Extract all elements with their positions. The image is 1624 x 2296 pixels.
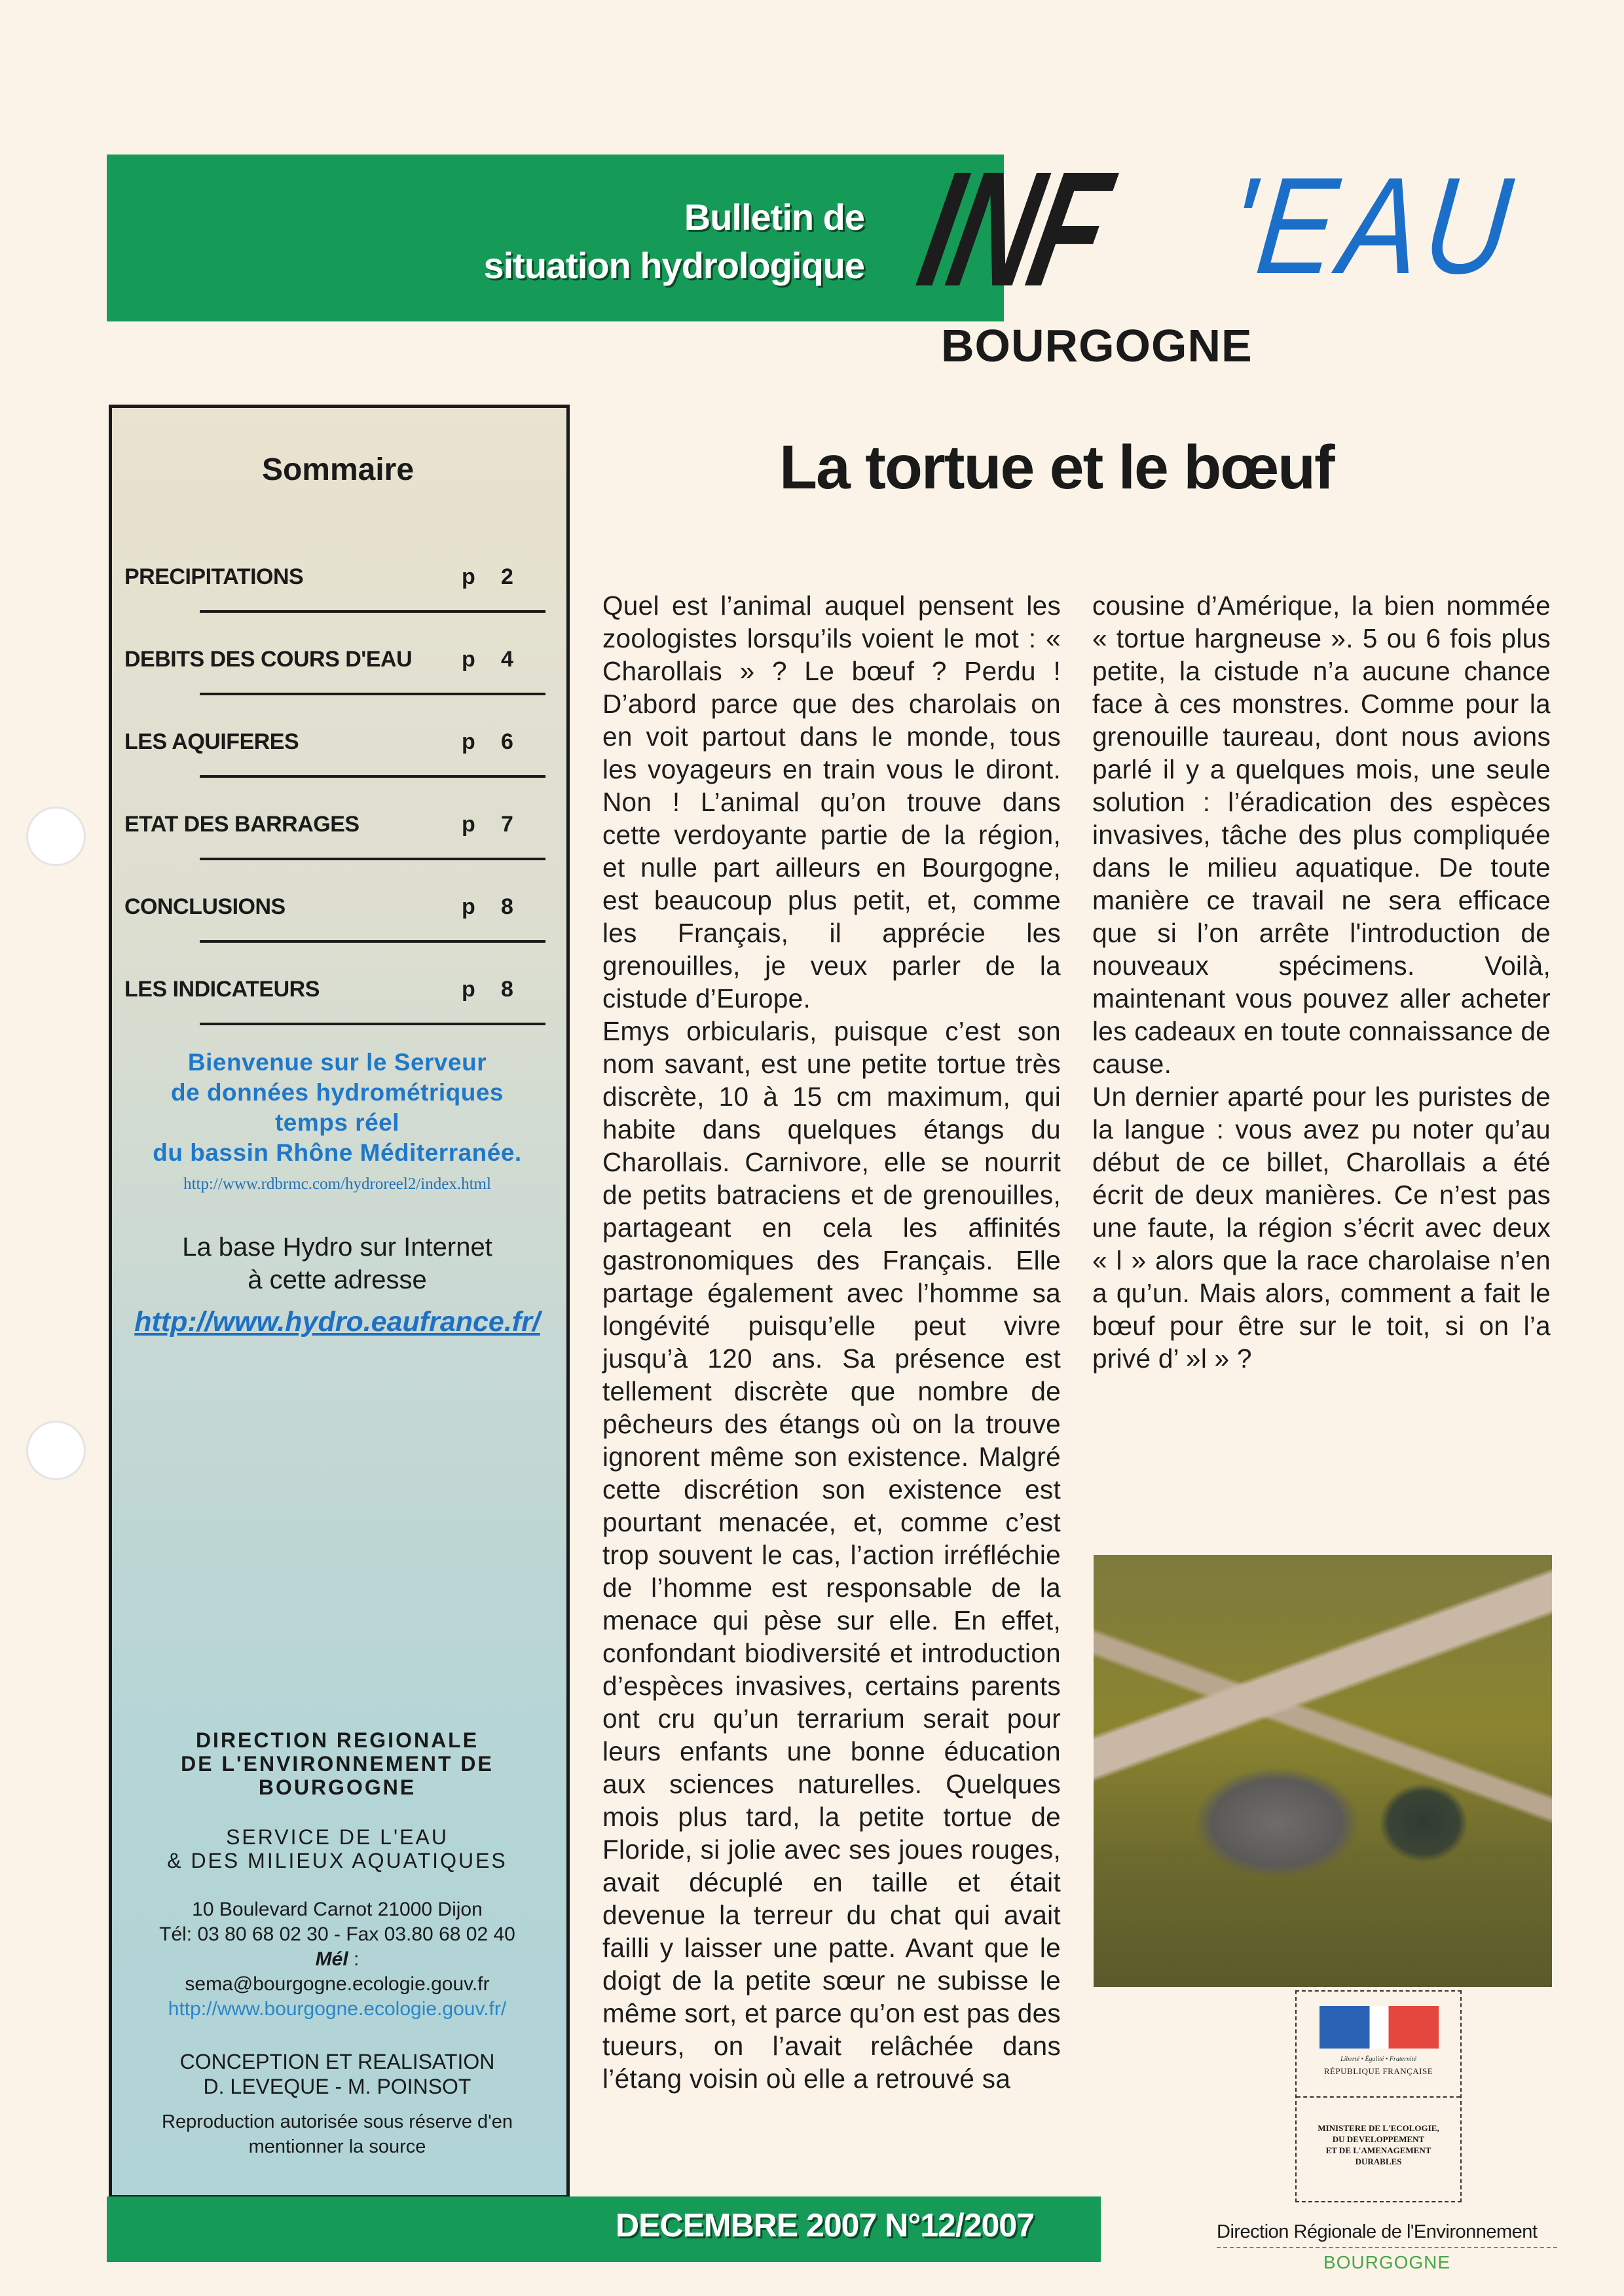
organization-block bbox=[124, 1728, 550, 2022]
toc-item-indicateurs[interactable] bbox=[124, 977, 550, 1016]
server-line: du bassin Rhône Méditerranée. bbox=[153, 1139, 522, 1166]
toc-label: LES AQUIFERES bbox=[124, 729, 299, 754]
bulletin-title-line1: Bulletin de bbox=[684, 196, 864, 238]
toc-page-number: 7 bbox=[501, 812, 513, 837]
article-paragraph: cousine d’Amérique, la bien nommée « tortue hargneuse ». 5 ou 6 fois plus petite, la cistude n’a aucune chance face à ces monstres. Comme pour la grenouille taureau, dont nous avions parlé il y a quelques mois, une seule solution : l’éradication des espèces invasives, tâche des plus compliquée dans le milieu aquatique. De toute manière ce travail ne sera efficace que si l’on arrête l'introduction de nouveaux spécimens. Voilà, maintenant vous pouvez aller acheter les cadeaux en toute connaissance de cause. bbox=[1092, 591, 1551, 1079]
server-url-link[interactable]: http://www.rdbrmc.com/hydroreel2/index.html bbox=[183, 1175, 491, 1193]
credits-authors: D. LEVEQUE - M. POINSOT bbox=[203, 2075, 471, 2098]
toc-label: DEBITS DES COURS D'EAU bbox=[124, 647, 413, 672]
ministry-line: ET DE L'AMENAGEMENT bbox=[1325, 2145, 1431, 2155]
repro-line: mentionner la source bbox=[248, 2136, 426, 2157]
org-email-link[interactable]: sema@bourgogne.ecologie.gouv.fr bbox=[185, 1973, 490, 1995]
ministry-name bbox=[1302, 2123, 1455, 2167]
toc-item-barrages[interactable] bbox=[124, 812, 550, 851]
article-paragraph: Un dernier aparté pour les puristes de la langue : vous avez pu noter qu’au début de ce billet, Charollais a été écrit de deux manières. Ce n’est pas une faute, la région s’écrit avec deux « l » alors que la race charolaise n’en a qu’un. Mais alors, comment a fait le bœuf pour être sur le toit, si on l’a privé d’ »l » ? bbox=[1092, 1082, 1551, 1374]
toc-divider bbox=[200, 610, 545, 613]
logo-region: BOURGOGNE bbox=[941, 320, 1253, 371]
toc-page-number: 8 bbox=[501, 894, 513, 919]
article-column-2 bbox=[1092, 589, 1551, 1375]
server-line: de données hydrométriques bbox=[171, 1079, 504, 1106]
toc-label: LES INDICATEURS bbox=[124, 977, 320, 1002]
article-paragraph: Emys orbicularis, puisque c’est son nom savant, est une petite tortue très discrète, 10 à 15 cm maximum, qui habite dans quelques étangs du Charollais. Carnivore, elle se nourrit de petits batraciens et de grenouilles, partageant en cela les affinités gastronomiques des Français. Elle partage également avec l’homme sa longévité puisqu’elle peut vivre jusqu’à 120 ans. Sa présence est tellement discrète que nombre de pêcheurs des étangs où on la trouve ignorent même son existence. Malgré cette discrétion son existence est pourtant menacée, et, comme c’est trop souvent le cas, l’action irréfléchie de l’homme est responsable de la menace qui pèse sur elle. En effet, confondant biodiversité et introduction d’espèces invasives, certains parents ont cru qu’un terrarium serait pour leurs enfants une bonne éducation aux sciences naturelles. Quelques mois plus tard, la petite tortue de Floride, si jolie avec ses joues rouges, avait décuplé en taille et était devenue la terreur du chat qui avait failli y laisser une patte. Avant que le doigt de la petite sœur ne subisse le même sort, et parce qu’on est pas des tueurs, on l’avait relâchée dans l’étang voisin où elle a retrouvé sa bbox=[602, 1016, 1061, 2094]
repro-line: Reproduction autorisée sous réserve d'en bbox=[162, 2111, 513, 2132]
marianne-flag-icon bbox=[1320, 2006, 1439, 2049]
hydro-label-line1: La base Hydro sur Internet bbox=[182, 1233, 492, 1262]
punch-hole-top bbox=[26, 807, 86, 866]
toc-page-prefix: p bbox=[462, 977, 475, 1002]
republic-name: RÉPUBLIQUE FRANÇAISE bbox=[1323, 2066, 1433, 2076]
hydro-label-line2: à cette adresse bbox=[248, 1266, 427, 1294]
ministry-line: MINISTERE DE L'ECOLOGIE, bbox=[1318, 2123, 1439, 2133]
mel-colon: : bbox=[348, 1948, 360, 1970]
toc-page-prefix: p bbox=[462, 647, 475, 672]
org-mel-label bbox=[124, 1947, 550, 1972]
article-column-1 bbox=[602, 589, 1061, 2095]
diren-divider bbox=[1217, 2247, 1557, 2248]
org-contact bbox=[124, 1897, 550, 2022]
bulletin-title-line2: situation hydrologique bbox=[483, 245, 864, 286]
punch-hole-bottom bbox=[26, 1421, 86, 1480]
toc-page-number: 2 bbox=[501, 564, 513, 589]
article-paragraph: Quel est l’animal auquel pensent les zoologistes lorsqu’ils voient le mot : « Charollais » ? Le bœuf ? Perdu ! D’abord parce que des charolais on en voit partout dans le monde, tous les voyageurs en train vous le diront. Non ! L’animal qu’on trouve dans cette verdoyante partie de la région, et nulle part ailleurs en Bourgogne, est beaucoup plus petit, et, comme les Français, il apprécie les grenouilles, je veux parler de la cistude d’Europe. bbox=[602, 591, 1061, 1013]
hydro-label bbox=[124, 1231, 550, 1296]
ministry-line: DURABLES bbox=[1355, 2157, 1402, 2166]
article-title: La tortue et le bœuf bbox=[779, 433, 1334, 502]
bulletin-title bbox=[367, 193, 864, 290]
org-name-line: BOURGOGNE bbox=[258, 1776, 416, 1799]
toc-label: PRECIPITATIONS bbox=[124, 564, 304, 589]
org-name bbox=[124, 1728, 550, 1799]
hydro-url-link[interactable]: http://www.hydro.eaufrance.fr/ bbox=[134, 1306, 540, 1338]
toc-page-number: 8 bbox=[501, 977, 513, 1002]
issue-date: DECEMBRE 2007 N°12/2007 bbox=[616, 2207, 1034, 2244]
credits-block bbox=[124, 2049, 550, 2159]
toc-page-prefix: p bbox=[462, 564, 475, 589]
org-name-line: DE L'ENVIRONNEMENT DE bbox=[181, 1752, 494, 1776]
org-address: 10 Boulevard Carnot 21000 Dijon bbox=[192, 1899, 483, 1920]
credits-line: CONCEPTION ET REALISATION bbox=[179, 2050, 495, 2073]
logo-eau: 'EAU bbox=[1222, 149, 1524, 302]
org-service-line: SERVICE DE L'EAU bbox=[226, 1825, 449, 1849]
toc-item-debits[interactable] bbox=[124, 647, 550, 686]
server-announcement bbox=[124, 1048, 550, 1168]
toc-page-number: 4 bbox=[501, 647, 513, 672]
toc-divider bbox=[200, 940, 545, 943]
org-website-link[interactable]: http://www.bourgogne.ecologie.gouv.fr/ bbox=[168, 1998, 507, 2020]
toc-divider bbox=[200, 1023, 545, 1025]
toc-item-conclusions[interactable] bbox=[124, 894, 550, 934]
toc-divider bbox=[200, 693, 545, 695]
diren-label: Direction Régionale de l'Environnement bbox=[1217, 2221, 1538, 2242]
mel-label: Mél bbox=[315, 1948, 348, 1970]
toc-page-prefix: p bbox=[462, 812, 475, 837]
org-service-line: & DES MILIEUX AQUATIQUES bbox=[167, 1849, 507, 1872]
server-line: temps réel bbox=[274, 1109, 400, 1136]
toc-divider bbox=[200, 858, 545, 860]
org-service bbox=[124, 1825, 550, 1872]
toc-item-aquiferes[interactable] bbox=[124, 729, 550, 769]
org-name-line: DIRECTION REGIONALE bbox=[195, 1728, 479, 1752]
reproduction-notice bbox=[124, 2109, 550, 2159]
toc-item-precipitations[interactable] bbox=[124, 564, 550, 604]
logo-divider bbox=[1297, 2096, 1460, 2098]
server-line: Bienvenue sur le Serveur bbox=[187, 1049, 487, 1076]
toc-label: ETAT DES BARRAGES bbox=[124, 812, 360, 837]
toc-label: CONCLUSIONS bbox=[124, 894, 286, 919]
sommaire-title: Sommaire bbox=[261, 452, 415, 487]
org-phone: Tél: 03 80 68 02 30 - Fax 03.80 68 02 40 bbox=[159, 1923, 515, 1945]
toc-page-number: 6 bbox=[501, 729, 513, 754]
government-logo bbox=[1295, 1990, 1462, 2202]
logo-inf: INF bbox=[906, 137, 1122, 320]
toc-page-prefix: p bbox=[462, 729, 475, 754]
toc-divider bbox=[200, 775, 545, 778]
toc-page-prefix: p bbox=[462, 894, 475, 919]
turtle-photo bbox=[1094, 1555, 1552, 1987]
ministry-line: DU DEVELOPPEMENT bbox=[1332, 2134, 1425, 2144]
diren-region: BOURGOGNE bbox=[1323, 2252, 1451, 2272]
republic-motto: Liberté • Égalité • Fraternité bbox=[1340, 2056, 1416, 2063]
